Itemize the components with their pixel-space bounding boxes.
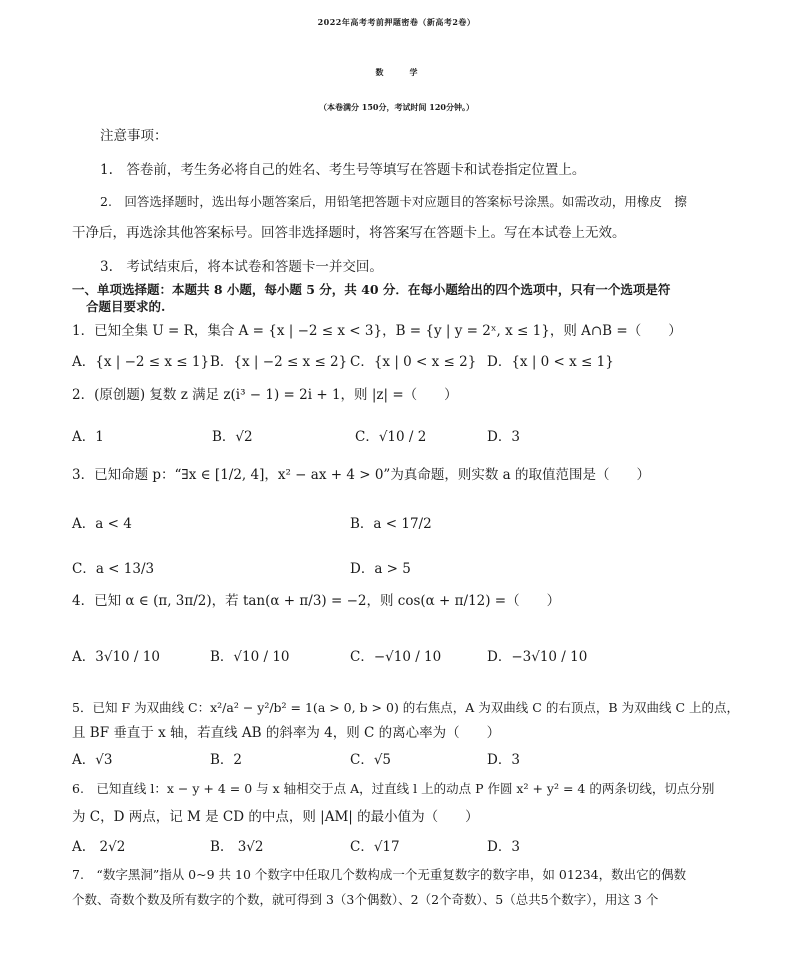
question-1-option-c: C．{x | 0 < x ≤ 2} (350, 354, 477, 370)
question-5-option-c: C．√5 (350, 752, 392, 768)
question-2-option-a: A．1 (72, 429, 104, 445)
question-4-stem: 4．已知 α ∈ (π, 3π/2)，若 tan(α + π/3) = −2，则 cos(α + π/12) =（ ） (72, 593, 561, 609)
question-6-stem-line-1: 6. 已知直线 l：x − y + 4 = 0 与 x 轴相交于点 A，过直线 l 上的动点 P 作圆 x² + y² = 4 的两条切线，切点分别 (72, 781, 715, 796)
subject-title: 数学 (375, 67, 444, 77)
notice-item-2-line-2: 干净后，再选涂其他答案标号。回答非选择题时，将答案写在答题卡上。写在本试卷上无效。 (72, 225, 626, 241)
question-5-option-a: A．√3 (72, 752, 113, 768)
notice-item-1: 1. 答卷前，考生务必将自己的姓名、考生号等填写在答题卡和试卷指定位置上。 (100, 162, 586, 178)
question-7-stem-line-1: 7. “数字黑洞”指从 0~9 共 10 个数字中任取几个数构成一个无重复数字的数字串，如 01234，数出它的偶数 (72, 867, 687, 882)
question-2-option-d: D．3 (487, 429, 520, 445)
question-5-stem-line-2: 且 BF 垂直于 x 轴，若直线 AB 的斜率为 4，则 C 的离心率为（ ） (72, 725, 501, 741)
question-1-option-a: A．{x | −2 ≤ x ≤ 1} (72, 354, 210, 370)
notice-heading: 注意事项： (100, 128, 168, 144)
question-5-stem-line-1: 5．已知 F 为双曲线 C：x²/a² − y²/b² = 1(a > 0, b > 0) 的右焦点，A 为双曲线 C 的右顶点，B 为双曲线 C 上的点， (72, 700, 739, 715)
question-2-stem: 2．(原创题) 复数 z 满足 z(i³ − 1) = 2i + 1，则 |z| =（ ） (72, 387, 458, 403)
question-4-option-c: C．−√10 / 10 (350, 649, 442, 665)
section1-line-2: 合题目要求的. (86, 299, 166, 314)
question-3-option-a: A．a < 4 (72, 516, 132, 532)
question-6-option-d: D．3 (487, 839, 520, 855)
question-1-stem: 1．已知全集 U = R，集合 A = {x | −2 ≤ x < 3}，B = {y | y = 2ˣ, x ≤ 1}，则 A∩B =（ ） (72, 323, 682, 339)
question-4-option-d: D．−3√10 / 10 (487, 649, 588, 665)
question-3-option-d: D．a > 5 (350, 561, 411, 577)
question-4-option-a: A．3√10 / 10 (72, 649, 160, 665)
question-3-option-b: B．a < 17/2 (350, 516, 432, 532)
question-3-option-c: C．a < 13/3 (72, 561, 155, 577)
exam-info: （本卷满分 150分，考试时间 120分钟。） (319, 102, 474, 112)
question-6-stem-line-2: 为 C，D 两点，记 M 是 CD 的中点，则 |AM| 的最小值为（ ） (72, 809, 479, 825)
question-5-option-d: D．3 (487, 752, 520, 768)
question-6-option-a: A. 2√2 (72, 839, 126, 855)
notice-item-3: 3. 考试结束后，将本试卷和答题卡一并交回。 (100, 259, 383, 275)
question-1-option-d: D．{x | 0 < x ≤ 1} (487, 354, 614, 370)
question-5-option-b: B．2 (210, 752, 243, 768)
question-1-option-b: B．{x | −2 ≤ x ≤ 2} (210, 354, 348, 370)
question-4-option-b: B．√10 / 10 (210, 649, 290, 665)
question-3-stem: 3．已知命题 p：“∃x ∈ [1/2, 4]，x² − ax + 4 > 0”为真命题，则实数 a 的取值范围是（ ） (72, 467, 650, 483)
question-6-option-c: C．√17 (350, 839, 400, 855)
notice-item-2-line-1: 2. 回答选择题时，选出每小题答案后，用铅笔把答题卡对应题目的答案标号涂黑。如需改动，用橡皮 擦 (100, 194, 687, 209)
section1-line-1: 一、单项选择题：本题共 8 小题，每小题 5 分，共 40 分．在每小题给出的四个选项中，只有一个选项是符 (72, 282, 671, 297)
question-2-option-b: B．√2 (212, 429, 253, 445)
question-6-option-b: B. 3√2 (210, 839, 264, 855)
exam-title: 2022年高考考前押题密卷（新高考2卷） (317, 17, 476, 27)
question-7-stem-line-2: 个数、奇数个数及所有数字的个数，就可得到 3（3个偶数）、2（2个奇数）、5（总共5个数字），用这 3 个 (72, 892, 659, 907)
question-2-option-c: C．√10 / 2 (355, 429, 427, 445)
